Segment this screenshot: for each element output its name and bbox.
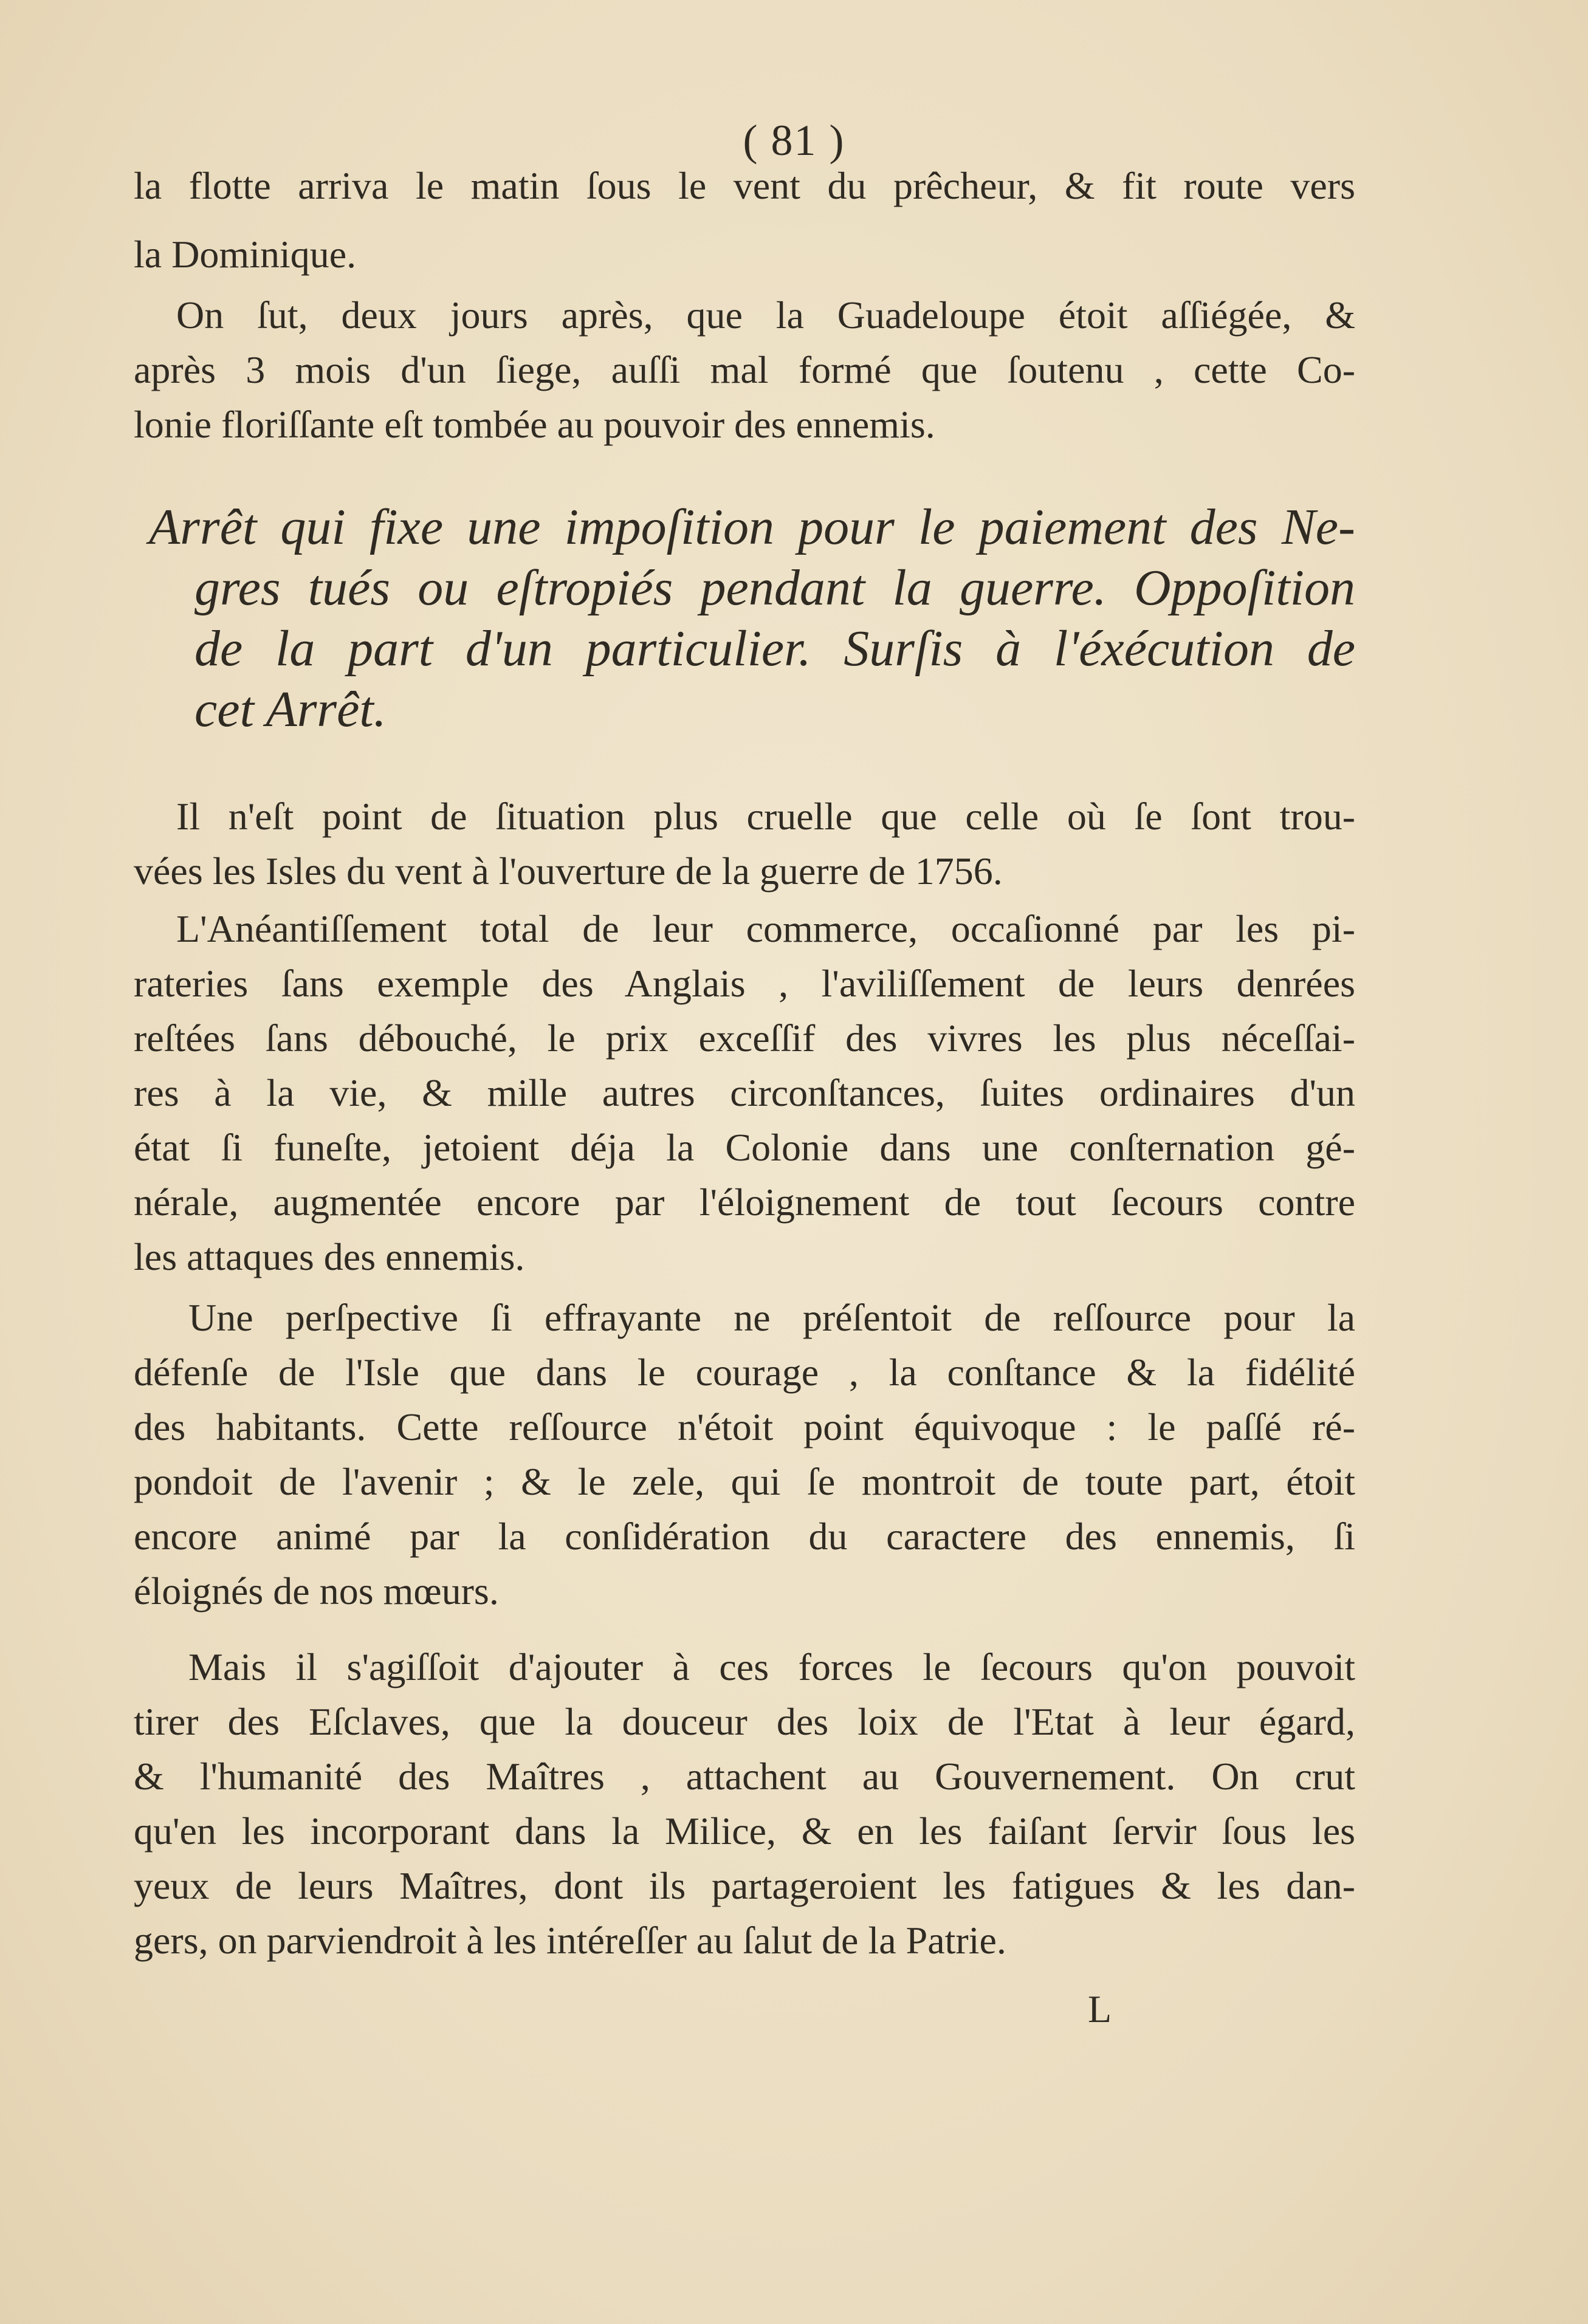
text-line: nérale, augmentée encore par l'éloignement de tout ſecours contre: [134, 1181, 1355, 1224]
text-line: la Dominique.: [134, 233, 357, 276]
text-line: qu'en les incorporant dans la Milice, & en les faiſant ſervir ſous les: [134, 1809, 1355, 1853]
text-line: des habitants. Cette reſſource n'étoit point équivoque : le paſſé ré-: [134, 1405, 1355, 1448]
text-line: res à la vie, & mille autres circonſtances, ſuites ordinaires d'un: [134, 1071, 1355, 1114]
text-line: L'Anéantiſſement total de leur commerce, occaſionné par les pi-: [176, 907, 1355, 950]
text-line: pondoit de l'avenir ; & le zele, qui ſe montroit de toute part, étoit: [134, 1460, 1355, 1503]
text-line: lonie floriſſante eſt tombée au pouvoir des ennemis.: [134, 403, 935, 446]
section-title: cet Arrêt.: [194, 681, 387, 738]
text-line: état ſi funeſte, jetoient déja la Colonie dans une conſternation gé-: [134, 1126, 1355, 1169]
text-line: gers, on parviendroit à les intéreſſer au ſalut de la Patrie.: [134, 1919, 1006, 1962]
text-line: après 3 mois d'un ſiege, auſſi mal formé que ſoutenu , cette Co-: [134, 348, 1355, 391]
text-line: Mais il s'agiſſoit d'ajouter à ces forces le ſecours qu'on pouvoit: [188, 1645, 1355, 1688]
text-line: vées les Isles du vent à l'ouverture de la guerre de 1756.: [134, 849, 1003, 893]
text-line: & l'humanité des Maîtres , attachent au Gouvernement. On crut: [134, 1755, 1355, 1798]
text-line: la flotte arriva le matin ſous le vent du prêcheur, & fit route vers: [134, 164, 1355, 207]
text-line: On ſut, deux jours après, que la Guadeloupe étoit aſſiégée, &: [176, 293, 1355, 337]
text-line: Il n'eſt point de ſituation plus cruelle que celle où ſe ſont trou-: [176, 795, 1355, 838]
text-line: encore animé par la conſidération du caractere des ennemis, ſi: [134, 1515, 1355, 1558]
catchword: L: [1088, 1987, 1112, 2031]
text-line: reſtées ſans débouché, le prix exceſſif des vivres les plus néceſſai-: [134, 1016, 1355, 1060]
text-line: défenſe de l'Isle que dans le courage , la conſtance & la fidélité: [134, 1351, 1355, 1394]
text-line: tirer des Eſclaves, que la douceur des loix de l'Etat à leur égard,: [134, 1700, 1355, 1743]
text-line: rateries ſans exemple des Anglais , l'aviliſſement de leurs denrées: [134, 962, 1355, 1005]
section-title: de la part d'un particulier. Surſis à l'éxécution de: [194, 620, 1355, 677]
text-line: Une perſpective ſi effrayante ne préſentoit de reſſource pour la: [188, 1296, 1355, 1339]
page-number: ( 81 ): [743, 116, 845, 165]
text-line: yeux de leurs Maîtres, dont ils partageroient les fatigues & les dan-: [134, 1864, 1355, 1907]
section-title: gres tués ou eſtropiés pendant la guerre. Oppoſition: [194, 560, 1355, 616]
text-line: éloignés de nos mœurs.: [134, 1569, 499, 1613]
section-title: Arrêt qui fixe une impoſition pour le paiement des Ne-: [149, 499, 1355, 555]
text-line: les attaques des ennemis.: [134, 1235, 525, 1278]
